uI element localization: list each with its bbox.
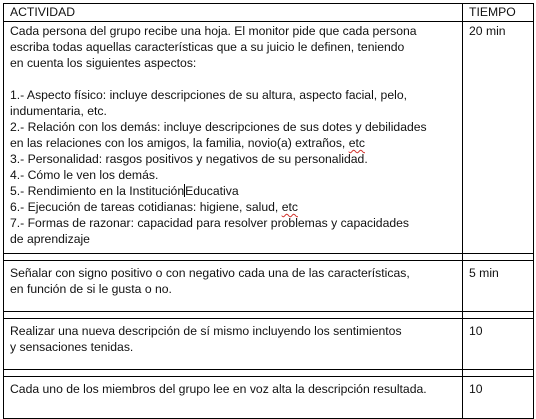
table-row bbox=[4, 319, 534, 370]
list-item: 5.- Rendimiento en la InstituciónEducativa bbox=[10, 184, 239, 198]
list-item: 2.- Relación con los demás: incluye descripciones de sus dotes y debilidades bbox=[10, 120, 427, 134]
activity-cell bbox=[4, 261, 463, 312]
text-line: en función de si le gusta o no. bbox=[10, 282, 172, 296]
list-item: 6.- Ejecución de tareas cotidianas: higiene, salud, etc bbox=[10, 200, 298, 214]
row-spacer bbox=[4, 312, 534, 319]
tiempo-cell: 20 min bbox=[463, 22, 534, 254]
list-item-continuation: indumentaria, etc. bbox=[10, 104, 107, 118]
table-row bbox=[4, 261, 534, 312]
list-item-continuation: de aprendizaje bbox=[10, 232, 90, 246]
header-actividad: ACTIVIDAD bbox=[4, 4, 463, 22]
header-tiempo: TIEMPO bbox=[463, 4, 534, 22]
table-row bbox=[4, 22, 534, 254]
list-item: 3.- Personalidad: rasgos positivos y negativos de su personalidad. bbox=[10, 152, 368, 166]
tiempo-cell: 10 bbox=[463, 377, 534, 419]
text-line: Cada uno de los miembros del grupo lee en voz alta la descripción resultada. bbox=[10, 382, 427, 396]
spellcheck-underline: etc bbox=[281, 200, 298, 214]
row-spacer bbox=[4, 254, 534, 261]
tiempo-cell: 10 bbox=[463, 319, 534, 370]
text-line: Realizar una nueva descripción de sí mismo incluyendo los sentimientos bbox=[10, 324, 402, 338]
text-line: en cuenta los siguientes aspectos: bbox=[10, 56, 197, 70]
tiempo-cell: 5 min bbox=[463, 261, 534, 312]
row-spacer bbox=[4, 370, 534, 377]
table-row bbox=[4, 377, 534, 419]
header-row bbox=[4, 4, 534, 22]
list-item: 4.- Cómo le ven los demás. bbox=[10, 168, 159, 182]
text-line: Señalar con signo positivo o con negativo cada una de las características, bbox=[10, 266, 410, 280]
blank-line bbox=[10, 71, 456, 87]
list-item: 7.- Formas de razonar: capacidad para resolver problemas y capacidades bbox=[10, 216, 410, 230]
spellcheck-underline: etc bbox=[348, 136, 365, 150]
activity-table-container bbox=[3, 3, 533, 419]
activity-cell bbox=[4, 22, 463, 254]
text-cursor bbox=[184, 184, 185, 197]
text-line: escriba todas aquellas características que a su juicio le definen, teniendo bbox=[10, 40, 405, 54]
text-line: y sensaciones tenidas. bbox=[10, 340, 134, 354]
activity-cell bbox=[4, 377, 463, 419]
list-item: 1.- Aspecto físico: incluye descripciones de su altura, aspecto facial, pelo, bbox=[10, 88, 407, 102]
list-item-continuation: en las relaciones con los amigos, la familia, novio(a) extraños, etc bbox=[10, 136, 365, 150]
activity-cell bbox=[4, 319, 463, 370]
text-line: Cada persona del grupo recibe una hoja. El monitor pide que cada persona bbox=[10, 24, 417, 38]
activity-table bbox=[3, 3, 534, 419]
